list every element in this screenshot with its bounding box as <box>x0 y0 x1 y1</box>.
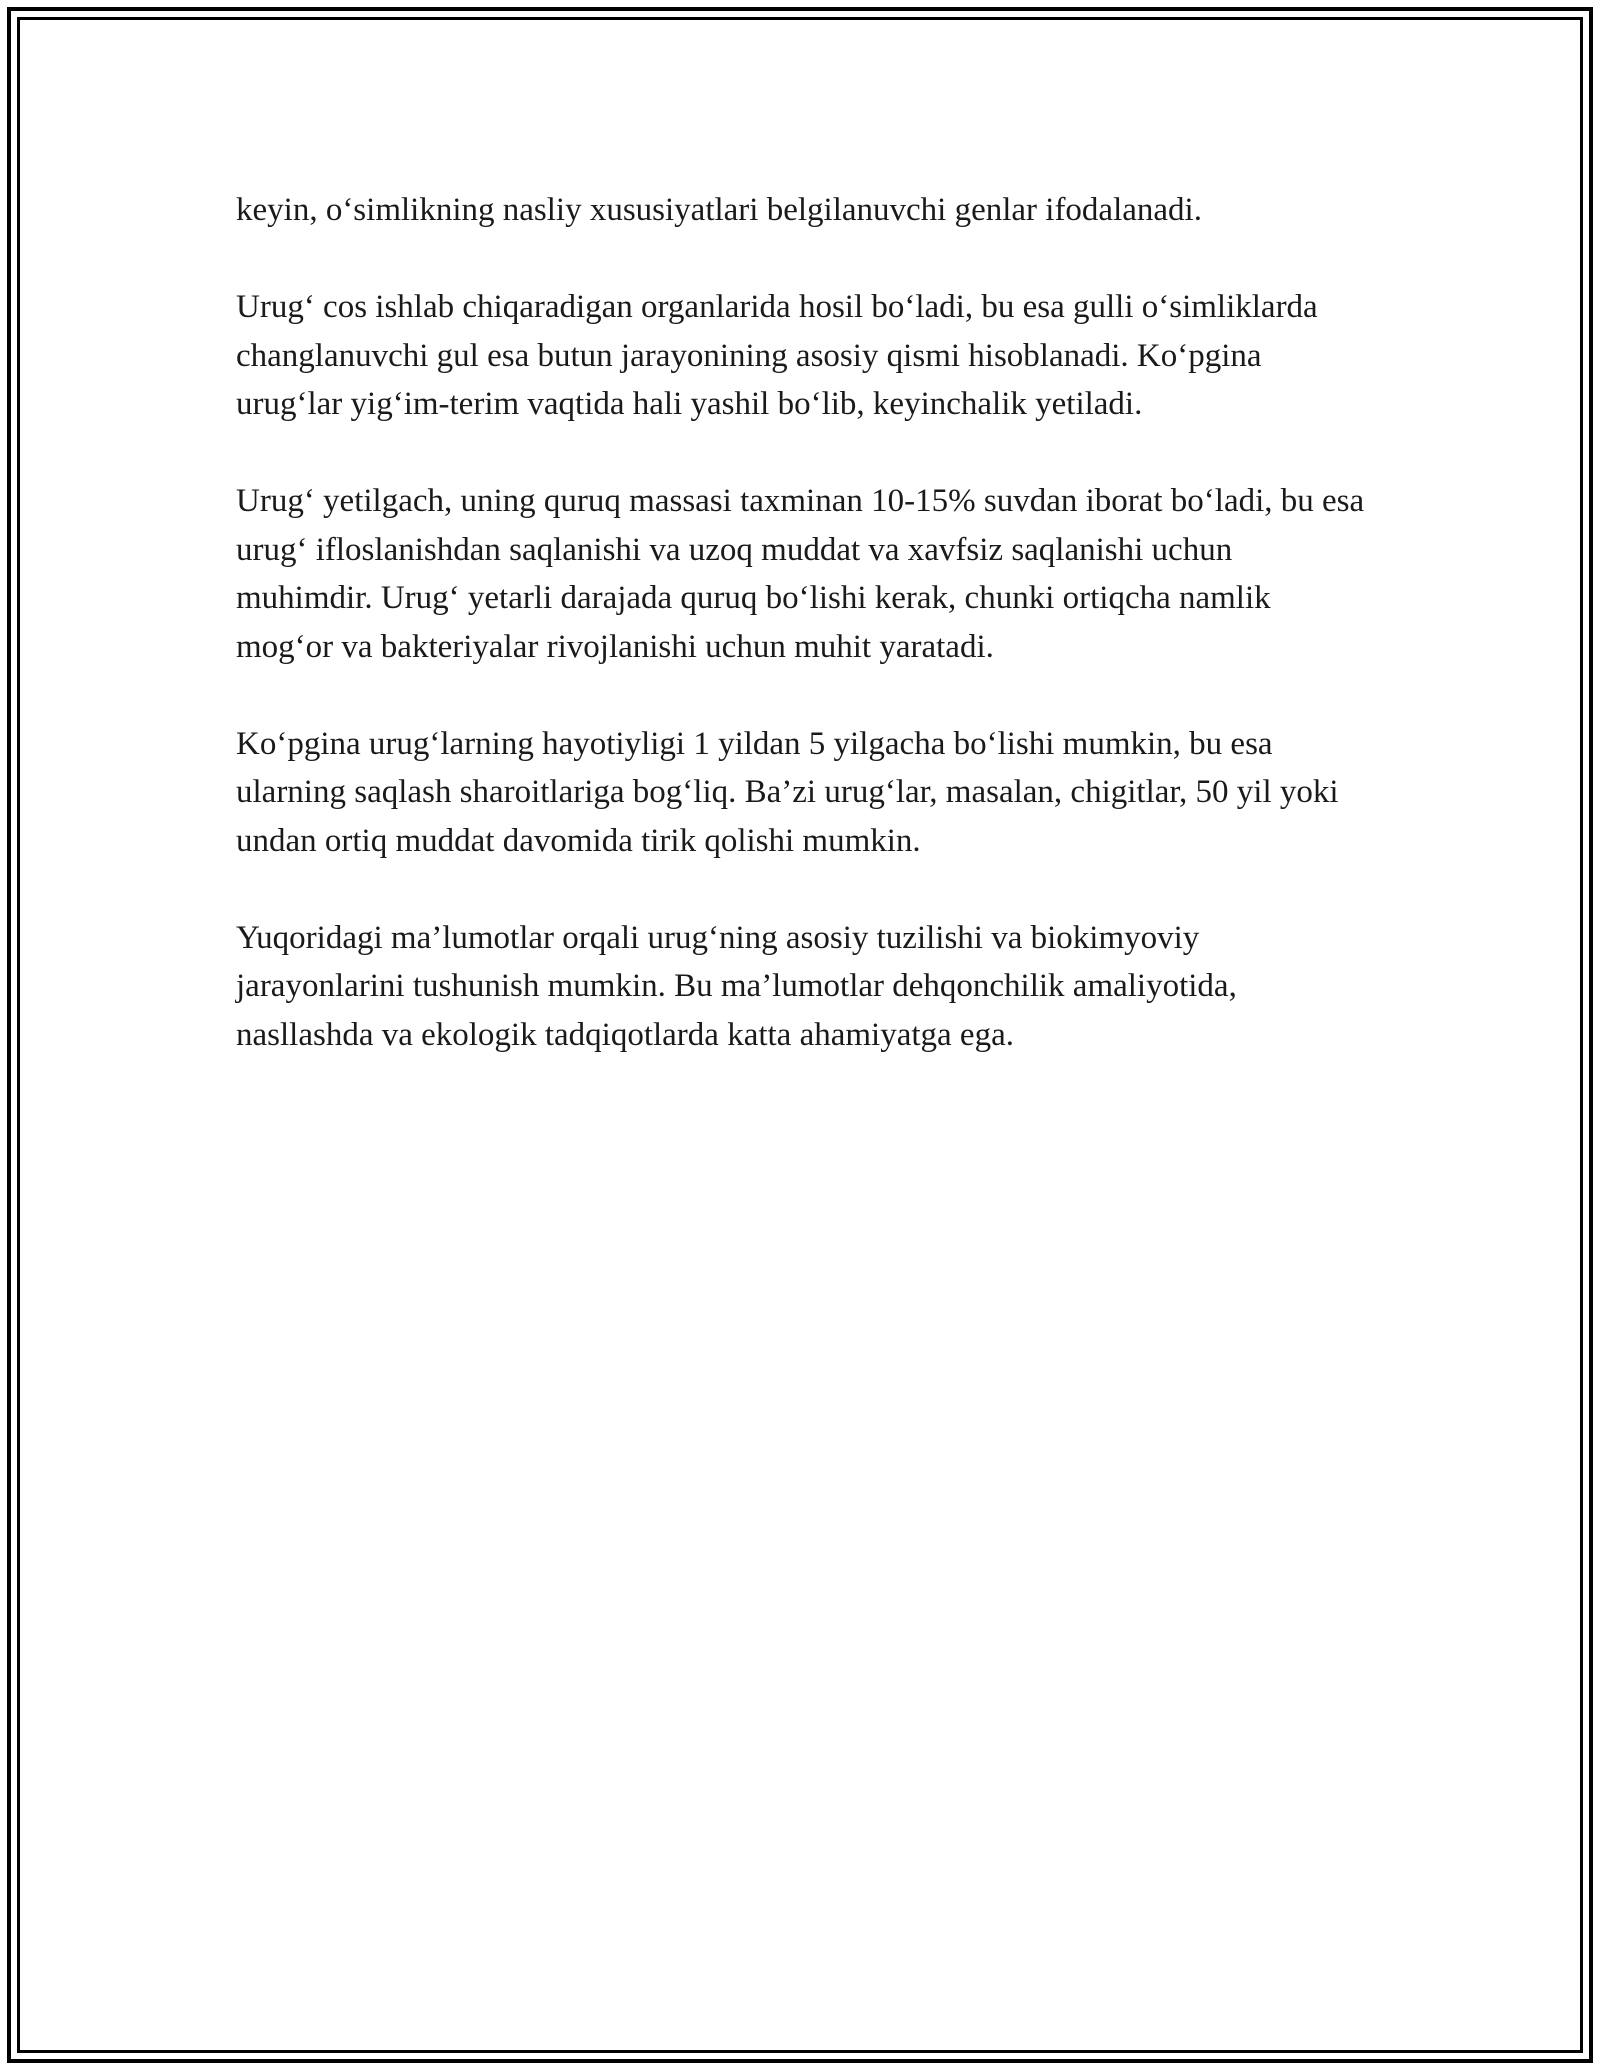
paragraph-3: Urug‘ yetilgach, uning quruq massasi taxminan 10-15% suvdan iborat bo‘ladi, bu esa urug‘ ifloslanishdan saqlanishi va uzoq muddat va xavfsiz saqlanishi uchun muhimdir. Urug‘ yetarli darajada quruq bo‘lishi kerak, chunki ortiqcha namlik mog‘or va bakteriyalar rivojlanishi uchun muhit yaratadi. <box>236 483 1365 665</box>
paragraph-5: Yuqoridagi ma’lumotlar orqali urug‘ning asosiy tuzilishi va biokimyoviy jarayonlarini tushunish mumkin. Bu ma’lumotlar dehqonchilik amaliyotida, nasllashda va ekologik tadqiqotlarda katta ahamiyatga ega. <box>236 919 1237 1053</box>
paragraph-1: keyin, o‘simlikning nasliy xususiyatlari belgilanuvchi genlar ifodalanadi. <box>236 192 1202 228</box>
paragraph-4: Ko‘pgina urug‘larning hayotiyligi 1 yildan 5 yilgacha bo‘lishi mumkin, bu esa ularning saqlash sharoitlariga bog‘liq. Ba’zi urug‘lar, masalan, chigitlar, 50 yil yoki undan ortiq muddat davomida tirik qolishi mumkin. <box>236 725 1339 859</box>
document-body <box>236 186 1376 1059</box>
paragraph-2: Urug‘ cos ishlab chiqaradigan organlarida hosil bo‘ladi, bu esa gulli o‘simliklarda changlanuvchi gul esa butun jarayonining asosiy qismi hisoblanadi. Ko‘pgina urug‘lar yig‘im-terim vaqtida hali yashil bo‘lib, keyinchalik yetiladi. <box>236 289 1318 422</box>
